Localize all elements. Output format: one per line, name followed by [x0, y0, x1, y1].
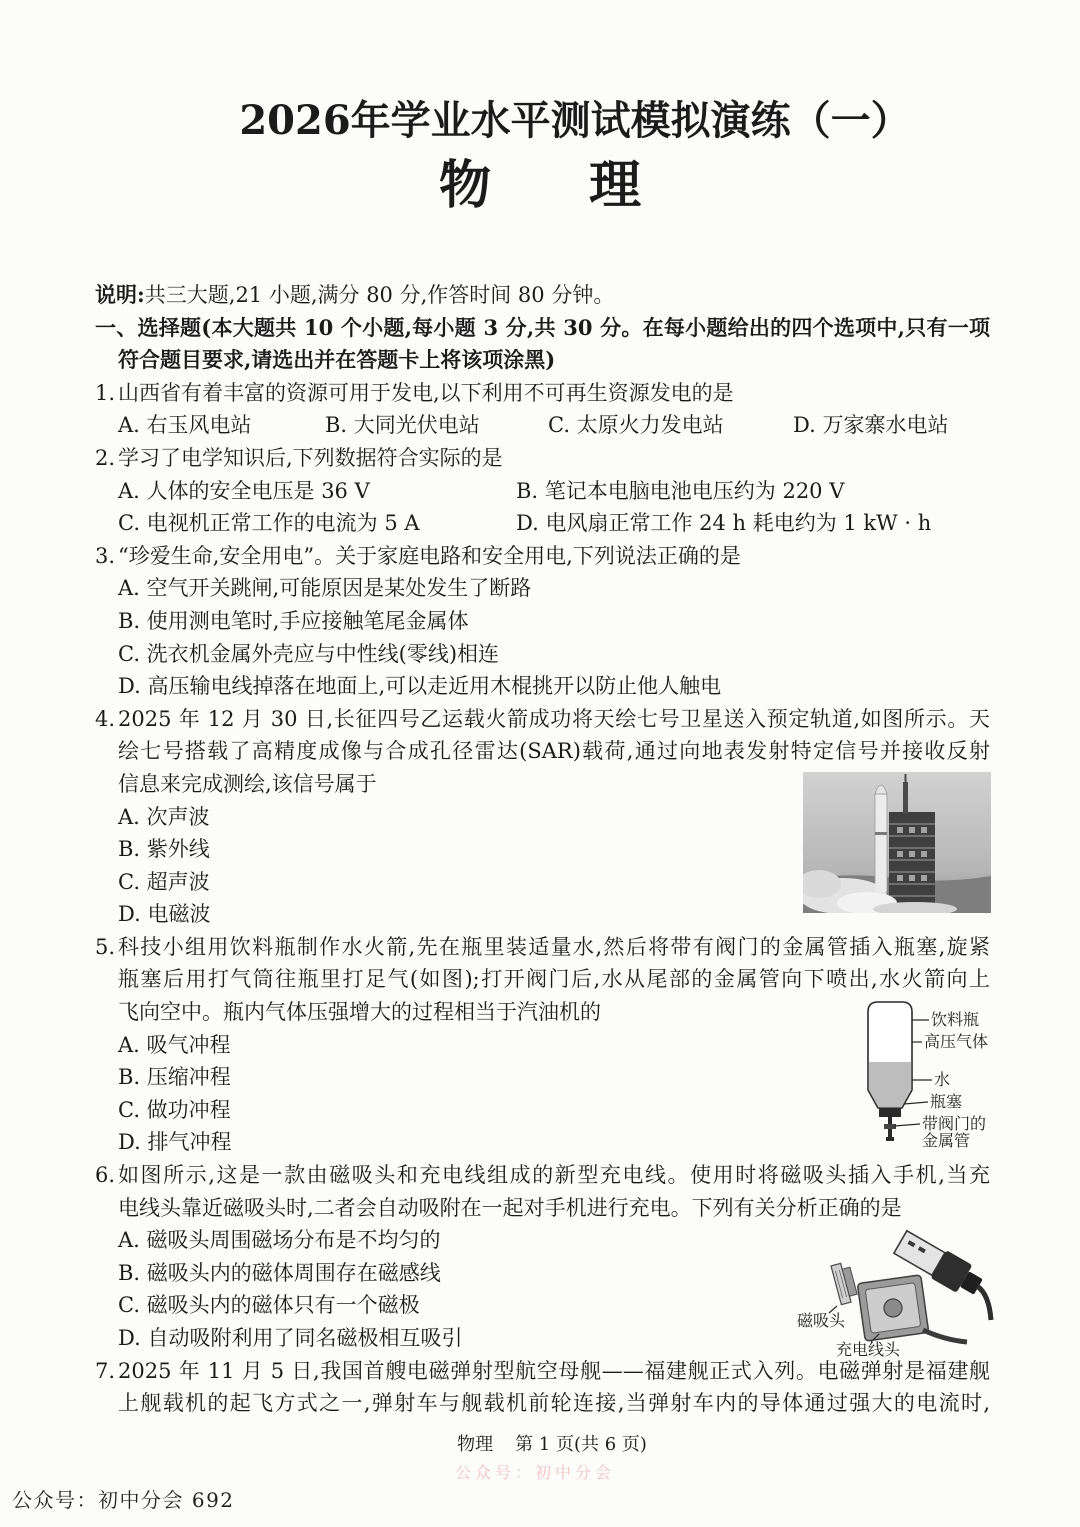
option-text: D. 高压输电线掉落在地面上,可以走近用木棍挑开以防止他人触电 [118, 674, 722, 699]
option-b [95, 605, 990, 638]
question-3 [95, 540, 990, 703]
option-b: B. 笔记本电脑电池电压约为 220 V [516, 478, 845, 503]
label-water: 水 [934, 1070, 951, 1089]
option-text: A. 吸气冲程 [118, 1032, 231, 1057]
option-d: D. 万家寨水电站 [793, 413, 949, 438]
exam-title: 2026年学业水平测试模拟演练（一） [239, 97, 911, 144]
option-text: D. 自动吸附利用了同名磁极相互吸引 [118, 1326, 463, 1350]
option-d [95, 1126, 990, 1159]
option-d: D. 电风扇正常工作 24 h 耗电约为 1 kW · h [516, 511, 932, 536]
question-stem: 2025 年 12 月 30 日,长征四号乙运载火箭成功将天绘七号卫星送入预定轨道,如图所示。天 [118, 706, 990, 731]
question-stem: 飞向空中。瓶内气体压强增大的过程相当于汽油机的 [118, 1000, 601, 1025]
option-text: C. 磁吸头内的磁体只有一个磁极 [118, 1293, 420, 1318]
option-b: B. 大同光伏电站 [325, 413, 480, 438]
option-text: B. 压缩冲程 [118, 1065, 231, 1090]
option-text: B. 磁吸头内的磁体周围存在磁感线 [118, 1260, 441, 1285]
section-heading [95, 312, 990, 345]
question-stem: 绘七号搭载了高精度成像与合成孔径雷达(SAR)载荷,通过向地表发射特定信号并接收反射 [118, 739, 990, 764]
option-a: A. 右玉风电站 [118, 413, 252, 438]
question-stem: “珍爱生命,安全用电”。关于家庭电路和安全用电,下列说法正确的是 [118, 543, 741, 568]
option-c [95, 638, 990, 671]
section-heading-line: 一、选择题(本大题共 10 个小题,每小题 3 分,共 30 分。在每小题给出的四个选项中,只有一项 [95, 314, 990, 340]
instructions-label: 说明: [95, 282, 145, 307]
option-a: A. 人体的安全电压是 36 V [118, 478, 370, 503]
option-d [95, 670, 990, 703]
option-b [95, 1061, 990, 1094]
question-stem: 信息来完成测绘,该信号属于 [118, 771, 377, 796]
question-number: 3. [95, 543, 116, 568]
question-number: 5. [95, 934, 116, 959]
option-text: A. 空气开关跳闸,可能原因是某处发生了断路 [118, 576, 532, 601]
options-row [95, 475, 990, 508]
question-5 [95, 931, 990, 1159]
question-number: 2. [95, 445, 116, 470]
subject-char-2: 理 [589, 155, 642, 216]
option-text: D. 电磁波 [118, 902, 211, 927]
question-2 [95, 442, 990, 540]
option-c: C. 电视机正常工作的电流为 5 A [118, 511, 420, 536]
subject-heading [0, 156, 1080, 216]
question-number: 1. [95, 380, 116, 405]
question-stem: 上舰载机的起飞方式之一,弹射车与舰载机前轮连接,当弹射车内的导体通过强大的电流时, [118, 1391, 990, 1416]
watermark: 公众号：初中分会 [455, 1463, 616, 1482]
question-stem: 学习了电学知识后,下列数据符合实际的是 [118, 445, 503, 470]
option-c [95, 1094, 990, 1127]
label-high-pressure-gas: 高压气体 [924, 1032, 989, 1051]
label-stopper: 瓶塞 [930, 1092, 963, 1111]
footer-page-number: 第 1 页(共 6 页) [515, 1434, 647, 1455]
question-stem: 科技小组用饮料瓶制作水火箭,先在瓶里装适量水,然后将带有阀门的金属管插入瓶塞,旋紧 [118, 934, 990, 959]
option-text: B. 使用测电笔时,手应接触笔尾金属体 [118, 608, 469, 633]
instructions [95, 279, 990, 312]
question-stem: 山西省有着丰富的资源可用于发电,以下利用不可再生资源发电的是 [118, 380, 734, 405]
question-1 [95, 377, 990, 442]
option-text: A. 次声波 [118, 804, 210, 829]
option-text: C. 洗衣机金属外壳应与中性线(零线)相连 [118, 641, 500, 666]
question-7 [95, 1355, 990, 1420]
section-heading-cont [95, 344, 990, 377]
option-text: A. 磁吸头周围磁场分布是不均匀的 [118, 1228, 441, 1253]
label-charging-head: 充电线头 [836, 1340, 901, 1359]
option-text: C. 做功冲程 [118, 1097, 231, 1122]
label-valve-tube-cont: 金属管 [922, 1131, 971, 1150]
option-text: C. 超声波 [118, 869, 210, 894]
option-text: B. 紫外线 [118, 837, 210, 862]
question-stem: 瓶塞后用打气筒往瓶里打足气(如图);打开阀门后,水从尾部的金属管向下喷出,水火箭向上 [118, 967, 990, 992]
page-footer [0, 1432, 1080, 1458]
rocket-launch-photo [803, 772, 991, 913]
footer-subject: 物理 [457, 1434, 494, 1455]
label-valve-tube: 带阀门的 [922, 1114, 987, 1133]
question-stem: 电线头靠近磁吸头时,二者会自动吸附在一起对手机进行充电。下列有关分析正确的是 [118, 1195, 902, 1220]
corner-note: 公众号：初中分会 692 [12, 1488, 235, 1512]
question-stem: 2025 年 11 月 5 日,我国首艘电磁弹射型航空母舰——福建舰正式入列。电磁弹射是福建舰 [118, 1358, 990, 1383]
instructions-text: 共三大题,21 小题,满分 80 分,作答时间 80 分钟。 [144, 283, 615, 307]
options-row [95, 507, 990, 540]
option-a [95, 1029, 990, 1062]
subject-char-1: 物 [439, 155, 492, 216]
option-text: D. 排气冲程 [118, 1130, 232, 1155]
option-c: C. 太原火力发电站 [548, 413, 724, 438]
question-number: 7. [95, 1358, 116, 1383]
section-heading-line: 符合题目要求,请选出并在答题卡上将该项涂黑) [118, 347, 556, 373]
label-magnetic-head: 磁吸头 [797, 1311, 846, 1330]
question-number: 4. [95, 706, 116, 731]
question-stem: 如图所示,这是一款由磁吸头和充电线组成的新型充电线。使用时将磁吸头插入手机,当充 [118, 1163, 990, 1188]
question-number: 6. [95, 1163, 116, 1188]
option-a [95, 572, 990, 605]
options-row [95, 409, 990, 442]
label-bottle: 饮料瓶 [931, 1010, 980, 1029]
